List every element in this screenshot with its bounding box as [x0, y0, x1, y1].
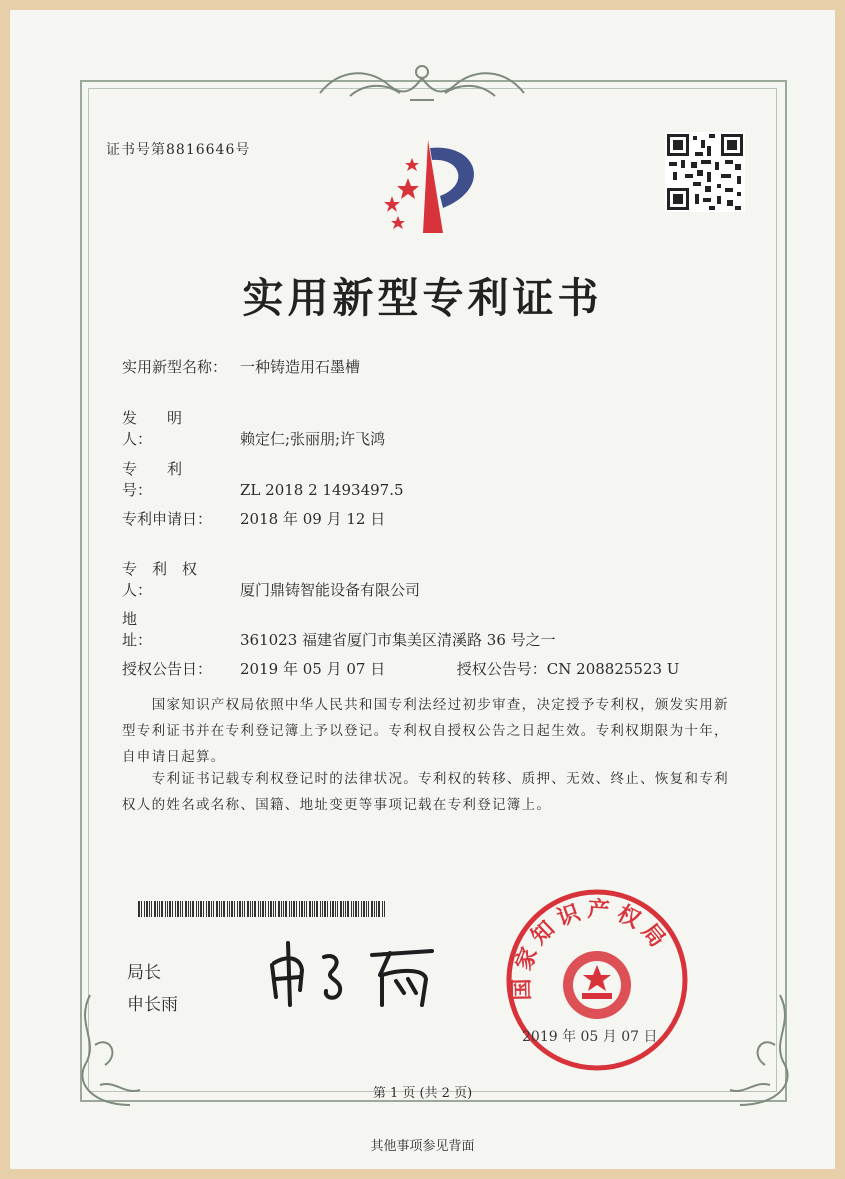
- barcode-bar: [374, 901, 375, 917]
- barcode-bar: [265, 901, 266, 917]
- barcode-bar: [216, 901, 218, 917]
- barcode-bar: [221, 901, 222, 917]
- seal-text: 国家知识产权局: [509, 897, 674, 1001]
- barcode-bar: [345, 901, 346, 917]
- barcode-bar: [144, 901, 145, 917]
- field-value: 一种铸造用石墨槽: [240, 358, 361, 376]
- barcode-bar: [239, 901, 241, 917]
- field-row-announcement: [122, 658, 679, 679]
- field-row-application-date: [122, 508, 385, 529]
- field-value: 赖定仁;张丽朋;许飞鸿: [240, 430, 386, 448]
- barcode-bar: [223, 901, 225, 917]
- barcode-bar: [159, 901, 160, 917]
- grant-paragraph: 国家知识产权局依照中华人民共和国专利法经过初步审查，决定授予专利权，颁发实用新型专利证书并在专利登记簿上予以登记。专利权自授权公告之日起生效。专利权期限为十年，自申请日起算。: [122, 697, 729, 765]
- barcode-bar: [227, 901, 228, 917]
- barcode-bar: [190, 901, 191, 917]
- barcode-bar: [165, 901, 166, 917]
- field-value: 厦门鼎铸智能设备有限公司: [240, 581, 421, 599]
- field-value: 2018 年 09 月 12 日: [240, 510, 386, 528]
- barcode-bar: [262, 901, 264, 917]
- barcode-bar: [182, 901, 183, 917]
- certificate-title: 实用新型专利证书: [242, 274, 603, 322]
- field-row-address: [122, 608, 556, 650]
- barcode-bar: [306, 901, 307, 917]
- certificate-sheet: [10, 10, 835, 1169]
- barcode-bar: [200, 901, 202, 917]
- barcode-bar: [157, 901, 158, 917]
- field-row-inventor: [122, 407, 385, 449]
- barcode-bar: [175, 901, 176, 917]
- barcode-bar: [301, 901, 303, 917]
- barcode-bar: [335, 901, 336, 917]
- certificate-number: 证书号第8816646号: [106, 142, 251, 158]
- barcode-bar: [281, 901, 282, 917]
- barcode-bar: [330, 901, 331, 917]
- field-label: 专利申请日：: [122, 510, 213, 528]
- barcode-bar: [376, 901, 377, 917]
- barcode-bar: [343, 901, 344, 917]
- barcode-bar: [296, 901, 297, 917]
- barcode-bar: [149, 901, 150, 917]
- barcode-bar: [309, 901, 311, 917]
- barcode-bar: [169, 901, 171, 917]
- barcode-bar: [314, 901, 315, 917]
- barcode-bar: [289, 901, 290, 917]
- barcode-bar: [146, 901, 148, 917]
- handwritten-signature-icon: [262, 935, 447, 1010]
- field-value: 361023 福建省厦门市集美区清溪路 36 号之一: [240, 631, 556, 649]
- barcode-bar: [285, 901, 287, 917]
- barcode-bar: [316, 901, 318, 917]
- barcode-bar: [275, 901, 276, 917]
- barcode-bar: [347, 901, 349, 917]
- barcode-bar: [180, 901, 181, 917]
- barcode-bar: [382, 901, 383, 917]
- barcode-bar: [247, 901, 249, 917]
- announcement-number-label: 授权公告号：: [456, 660, 547, 678]
- barcode-bar: [242, 901, 243, 917]
- barcode-bar: [167, 901, 168, 917]
- director-title: 局长: [127, 963, 161, 983]
- barcode-bar: [154, 901, 156, 917]
- barcode-bar: [351, 901, 352, 917]
- barcode-bar: [355, 901, 357, 917]
- barcode-bar: [192, 901, 194, 917]
- barcode-bar: [268, 901, 269, 917]
- barcode-bar: [211, 901, 212, 917]
- field-label: 专 利 号：: [122, 460, 213, 499]
- barcode-bar: [324, 901, 326, 917]
- barcode-bar: [161, 901, 163, 917]
- barcode-bar: [177, 901, 179, 917]
- barcode-bar: [291, 901, 292, 917]
- barcode-bar: [337, 901, 338, 917]
- field-row-name: [122, 356, 360, 377]
- barcode-bar: [244, 901, 245, 917]
- barcode-bar: [273, 901, 274, 917]
- barcode-bar: [231, 901, 233, 917]
- barcode-bar: [196, 901, 197, 917]
- legal-status-paragraph: 专利证书记载专利权登记时的法律状况。专利权的转移、质押、无效、终止、恢复和专利权人的姓名或名称、国籍、地址变更等事项记载在专利登记簿上。: [122, 771, 729, 813]
- barcode-bar: [384, 901, 385, 917]
- barcode-bar: [358, 901, 359, 917]
- barcode-bar: [234, 901, 235, 917]
- barcode-bar: [378, 901, 380, 917]
- announcement-date-label: 授权公告日：: [122, 660, 213, 678]
- barcode-bar: [293, 901, 295, 917]
- announcement-number-value: CN 208825523 U: [546, 660, 680, 678]
- barcode-bar: [219, 901, 220, 917]
- barcode-bar: [371, 901, 373, 917]
- barcode-bar: [299, 901, 300, 917]
- barcode-bar: [260, 901, 261, 917]
- field-row-patentee: [122, 558, 420, 600]
- barcode-bar: [327, 901, 328, 917]
- qr-code-icon: [665, 132, 745, 212]
- field-label: 实用新型名称：: [122, 358, 228, 376]
- barcode-bar: [322, 901, 323, 917]
- barcode-bar: [304, 901, 305, 917]
- top-ornament-icon: [310, 58, 535, 108]
- barcode-bar: [172, 901, 173, 917]
- barcode-bar: [363, 901, 365, 917]
- barcode-bar: [208, 901, 210, 917]
- barcode-bar: [270, 901, 272, 917]
- patent-office-logo-icon: [368, 138, 498, 238]
- barcode-bar: [185, 901, 187, 917]
- barcode-bar: [250, 901, 251, 917]
- barcode-bar: [203, 901, 204, 917]
- seal-date: 2019 年 05 月 07 日: [522, 1029, 658, 1045]
- official-seal-icon: [502, 885, 692, 1075]
- barcode-bar: [278, 901, 280, 917]
- barcode-icon: [138, 901, 388, 917]
- back-note: 其他事项参见背面: [370, 1139, 475, 1154]
- barcode-bar: [252, 901, 253, 917]
- barcode-bar: [213, 901, 214, 917]
- barcode-bar: [366, 901, 367, 917]
- barcode-bar: [188, 901, 189, 917]
- barcode-bar: [312, 901, 313, 917]
- field-label: 发 明 人：: [122, 409, 213, 448]
- barcode-bar: [368, 901, 369, 917]
- page-indicator: 第 1 页 (共 2 页): [372, 1086, 473, 1101]
- barcode-bar: [206, 901, 207, 917]
- barcode-bar: [361, 901, 362, 917]
- barcode-bar: [229, 901, 230, 917]
- barcode-bar: [237, 901, 238, 917]
- barcode-bar: [353, 901, 354, 917]
- barcode-bar: [340, 901, 342, 917]
- barcode-bar: [254, 901, 256, 917]
- field-row-patent-number: [122, 458, 404, 500]
- barcode-bar: [283, 901, 284, 917]
- barcode-bar: [332, 901, 334, 917]
- director-name: 申长雨: [127, 995, 178, 1015]
- field-value: ZL 2018 2 1493497.5: [240, 481, 404, 499]
- barcode-bar: [198, 901, 199, 917]
- barcode-bar: [258, 901, 259, 917]
- barcode-bar: [151, 901, 152, 917]
- barcode-bar: [141, 901, 142, 917]
- announcement-date-value: 2019 年 05 月 07 日: [240, 660, 386, 678]
- field-label: 地 址：: [122, 610, 213, 649]
- field-label: 专 利 权 人：: [122, 560, 213, 599]
- barcode-bar: [320, 901, 321, 917]
- barcode-bar: [138, 901, 140, 917]
